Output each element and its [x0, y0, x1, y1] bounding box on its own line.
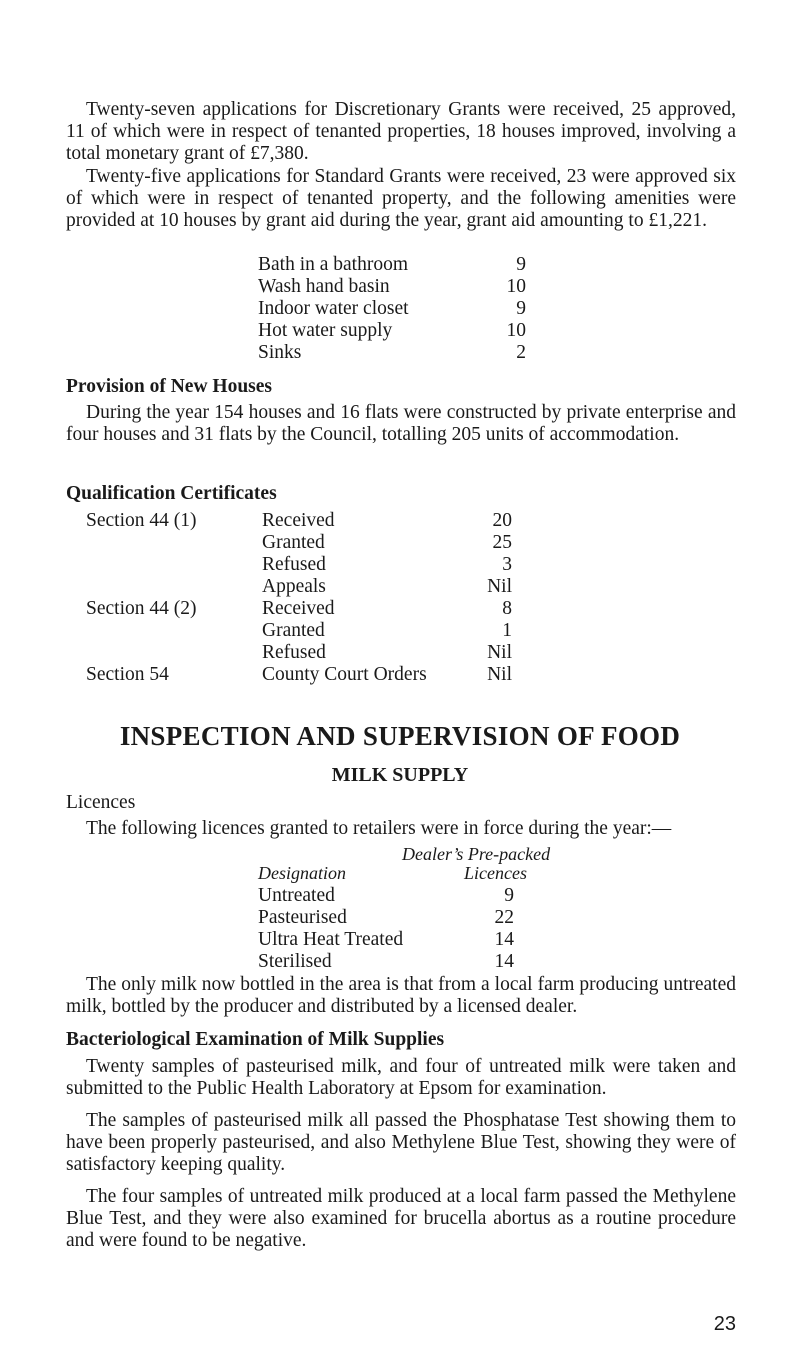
item-value: Nil [487, 642, 512, 663]
item-value: 25 [492, 532, 512, 553]
table-row [0, 951, 800, 973]
item-label: County Court Orders [262, 664, 427, 685]
item-label: Appeals [262, 576, 326, 597]
column-header-dealer: Dealer’s Pre-packed [402, 844, 551, 864]
table-row [0, 598, 800, 620]
item-value: 1 [502, 620, 512, 641]
amenity-row [0, 298, 800, 320]
item-label: Refused [262, 554, 326, 575]
licences-intro: The following licences granted to retailers were in force during the year:— [86, 818, 672, 839]
table-row [0, 620, 800, 642]
licence-count: 9 [504, 885, 514, 906]
qualification-heading: Qualification Certificates [66, 483, 277, 504]
licence-count: 22 [494, 907, 514, 928]
item-label: Granted [262, 532, 325, 553]
amenity-label: Indoor water closet [258, 298, 409, 319]
designation-label: Sterilised [258, 951, 332, 972]
item-label: Received [262, 598, 335, 619]
table-row [0, 929, 800, 951]
table-row [0, 642, 800, 664]
table-row [0, 576, 800, 598]
discretionary-grants-paragraph: Twenty-seven applications for Discretionary Grants were received, 25 approved, 11 of which were in respect of tenanted properties, 18 houses improved, involving a total monetary grant of £7,380. [66, 99, 736, 164]
amenity-value: 9 [516, 298, 526, 319]
amenity-row [0, 320, 800, 342]
licence-count: 14 [494, 951, 514, 972]
table-row [0, 554, 800, 576]
item-value: 20 [492, 510, 512, 531]
item-value: Nil [487, 664, 512, 685]
page-number: 23 [713, 1313, 736, 1335]
table-row [0, 664, 800, 686]
amenity-label: Bath in a bathroom [258, 254, 409, 275]
amenity-value: 9 [516, 254, 526, 275]
section-label: Section 44 (1) [86, 510, 197, 531]
licences-table-header [0, 862, 800, 884]
item-label: Refused [262, 642, 326, 663]
bacteriological-heading: Bacteriological Examination of Milk Supplies [66, 1029, 445, 1050]
item-label: Granted [262, 620, 325, 641]
milk-supply-heading: MILK SUPPLY [331, 764, 469, 786]
amenity-value: 10 [506, 320, 526, 341]
bottled-milk-paragraph: The only milk now bottled in the area is that from a local farm producing untreated milk, bottled by the producer and distributed by a licensed dealer. [66, 974, 736, 1017]
table-row [0, 532, 800, 554]
column-header-designation: Designation [258, 863, 346, 883]
column-header-licences: Licences [464, 863, 527, 883]
new-houses-paragraph: During the year 154 houses and 16 flats were constructed by private enterprise and four houses and 31 flats by the Council, totalling 205 units of accommodation. [66, 402, 736, 445]
amenity-value: 2 [516, 342, 526, 363]
amenity-label: Sinks [258, 342, 302, 363]
amenity-row [0, 342, 800, 364]
item-value: 8 [502, 598, 512, 619]
item-value: Nil [487, 576, 512, 597]
section-label: Section 54 [86, 664, 169, 685]
item-label: Received [262, 510, 335, 531]
bacteriological-paragraph-1: Twenty samples of pasteurised milk, and four of untreated milk were taken and submitted to the Public Health Laboratory at Epsom for examination. [66, 1056, 736, 1099]
amenity-row [0, 254, 800, 276]
designation-label: Ultra Heat Treated [258, 929, 404, 950]
amenity-label: Wash hand basin [258, 276, 390, 297]
new-houses-heading: Provision of New Houses [66, 376, 273, 397]
food-section-heading: INSPECTION AND SUPERVISION OF FOOD [119, 721, 681, 751]
item-value: 3 [502, 554, 512, 575]
amenity-row [0, 276, 800, 298]
designation-label: Untreated [258, 885, 335, 906]
bacteriological-paragraph-2: The samples of pasteurised milk all passed the Phosphatase Test showing them to have been properly pasteurised, and also Methylene Blue Test, showing they were of satisfactory keeping quality. [66, 1110, 736, 1175]
bacteriological-paragraph-3: The four samples of untreated milk produced at a local farm passed the Methylene Blue Test, and they were also examined for brucella abortus as a routine procedure and were found to be negative. [66, 1186, 736, 1251]
table-row [0, 510, 800, 532]
amenity-value: 10 [506, 276, 526, 297]
licences-heading: Licences [66, 792, 136, 813]
table-row [0, 885, 800, 907]
amenity-label: Hot water supply [258, 320, 393, 341]
table-row [0, 907, 800, 929]
licence-count: 14 [494, 929, 514, 950]
designation-label: Pasteurised [258, 907, 347, 928]
section-label: Section 44 (2) [86, 598, 197, 619]
standard-grants-paragraph: Twenty-five applications for Standard Grants were received, 23 were approved six of which were in respect of tenanted property, and the following amenities were provided at 10 houses by grant aid during the year, grant aid amounting to £1,221. [66, 166, 736, 231]
